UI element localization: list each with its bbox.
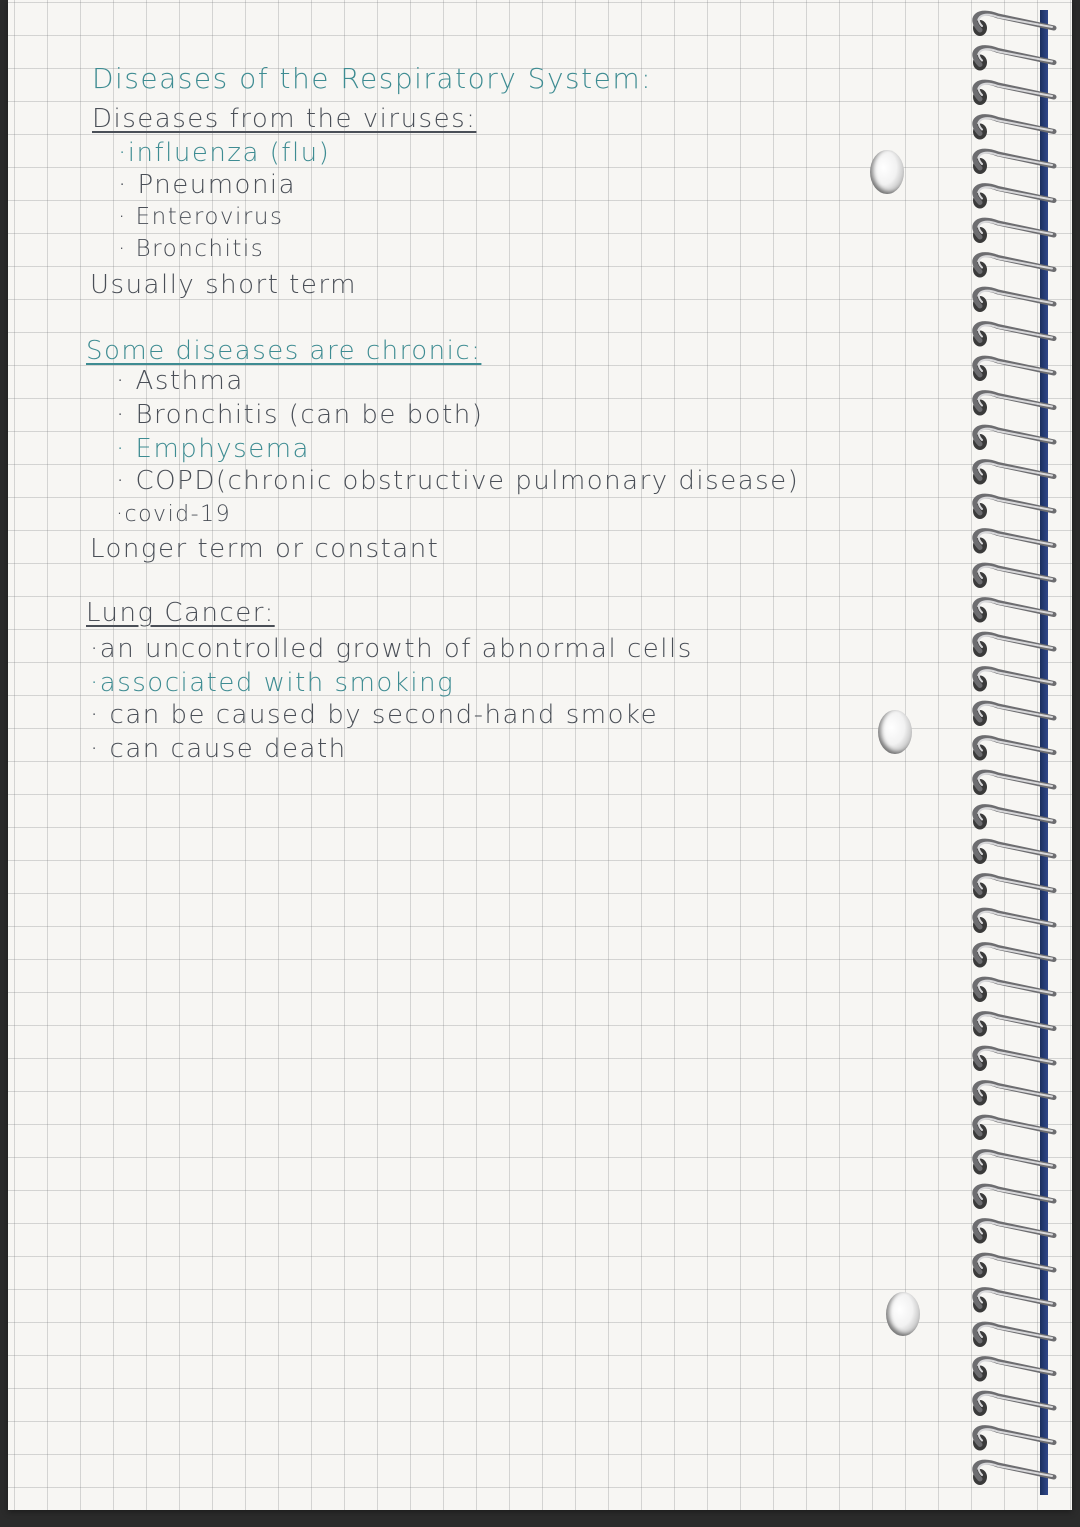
virus-item: · Bronchitis (118, 236, 265, 262)
chronic-item: · Asthma (116, 366, 244, 396)
spiral-coil (973, 910, 1054, 933)
spiral-coil (973, 1152, 1054, 1175)
chronic-item: · Bronchitis (can be both) (116, 400, 484, 430)
spiral-coil (973, 1117, 1054, 1140)
spiral-coil (973, 1083, 1054, 1106)
spiral-coil (973, 1255, 1054, 1278)
spiral-coil (973, 324, 1054, 347)
spiral-coil (973, 220, 1054, 243)
cancer-heading: Lung Cancer: (86, 598, 275, 628)
virus-item: ·influenza (flu) (118, 138, 331, 168)
spiral-coil (973, 1186, 1054, 1209)
cancer-item: · can cause death (90, 734, 347, 764)
spiral-coil (973, 979, 1054, 1002)
chronic-item: ·covid-19 (116, 502, 232, 527)
chronic-item: · COPD(chronic obstructive pulmonary disease) (116, 466, 800, 496)
spiral-coil (973, 1014, 1054, 1037)
spiral-coil (973, 772, 1054, 795)
spiral-coil (973, 945, 1054, 968)
spiral-coil (973, 1462, 1054, 1485)
spiral-coil (973, 393, 1054, 416)
punch-hole (878, 710, 912, 754)
spiral-coil (973, 1359, 1054, 1382)
spiral-coil (973, 82, 1054, 105)
spiral-coil (973, 358, 1054, 381)
spiral-coil (973, 117, 1054, 140)
virus-heading: Diseases from the viruses: (92, 104, 477, 134)
spiral-coil (973, 1428, 1054, 1451)
spiral-coil (973, 669, 1054, 692)
spiral-coil (973, 427, 1054, 450)
virus-note: Usually short term (90, 270, 357, 300)
chronic-item: · Emphysema (116, 434, 310, 464)
spiral-coil (973, 462, 1054, 485)
spiral-coil (973, 186, 1054, 209)
spiral-coil (973, 1393, 1054, 1416)
spiral-coil (973, 841, 1054, 864)
punch-hole (870, 150, 904, 194)
spiral-coil (973, 48, 1054, 71)
spiral-coil (973, 600, 1054, 623)
chronic-heading: Some diseases are chronic: (86, 336, 482, 366)
spiral-binding (958, 8, 1076, 1508)
spiral-coil (973, 13, 1054, 36)
spiral-coil (973, 1324, 1054, 1347)
spiral-coil (973, 496, 1054, 519)
virus-item: · Pneumonia (118, 170, 297, 200)
spiral-coil (973, 738, 1054, 761)
virus-item: · Enterovirus (118, 204, 284, 230)
spiral-coil (973, 289, 1054, 312)
cancer-item: ·associated with smoking (90, 668, 455, 698)
spiral-coil (973, 1221, 1054, 1244)
spiral-coil (973, 565, 1054, 588)
notebook-page (8, 0, 1072, 1510)
spiral-coil (973, 634, 1054, 657)
spiral-coil (973, 255, 1054, 278)
spiral-coil (973, 531, 1054, 554)
spiral-coil (973, 876, 1054, 899)
spiral-coil (973, 151, 1054, 174)
spiral-coil (973, 1048, 1054, 1071)
cancer-item: · can be caused by second-hand smoke (90, 700, 659, 730)
spiral-coil (973, 807, 1054, 830)
cancer-item: ·an uncontrolled growth of abnormal cells (90, 634, 693, 664)
page-title: Diseases of the Respiratory System: (92, 62, 653, 95)
spiral-coil (973, 703, 1054, 726)
spiral-coil (973, 1290, 1054, 1313)
punch-hole (886, 1292, 920, 1336)
chronic-note: Longer term or constant (90, 534, 440, 564)
